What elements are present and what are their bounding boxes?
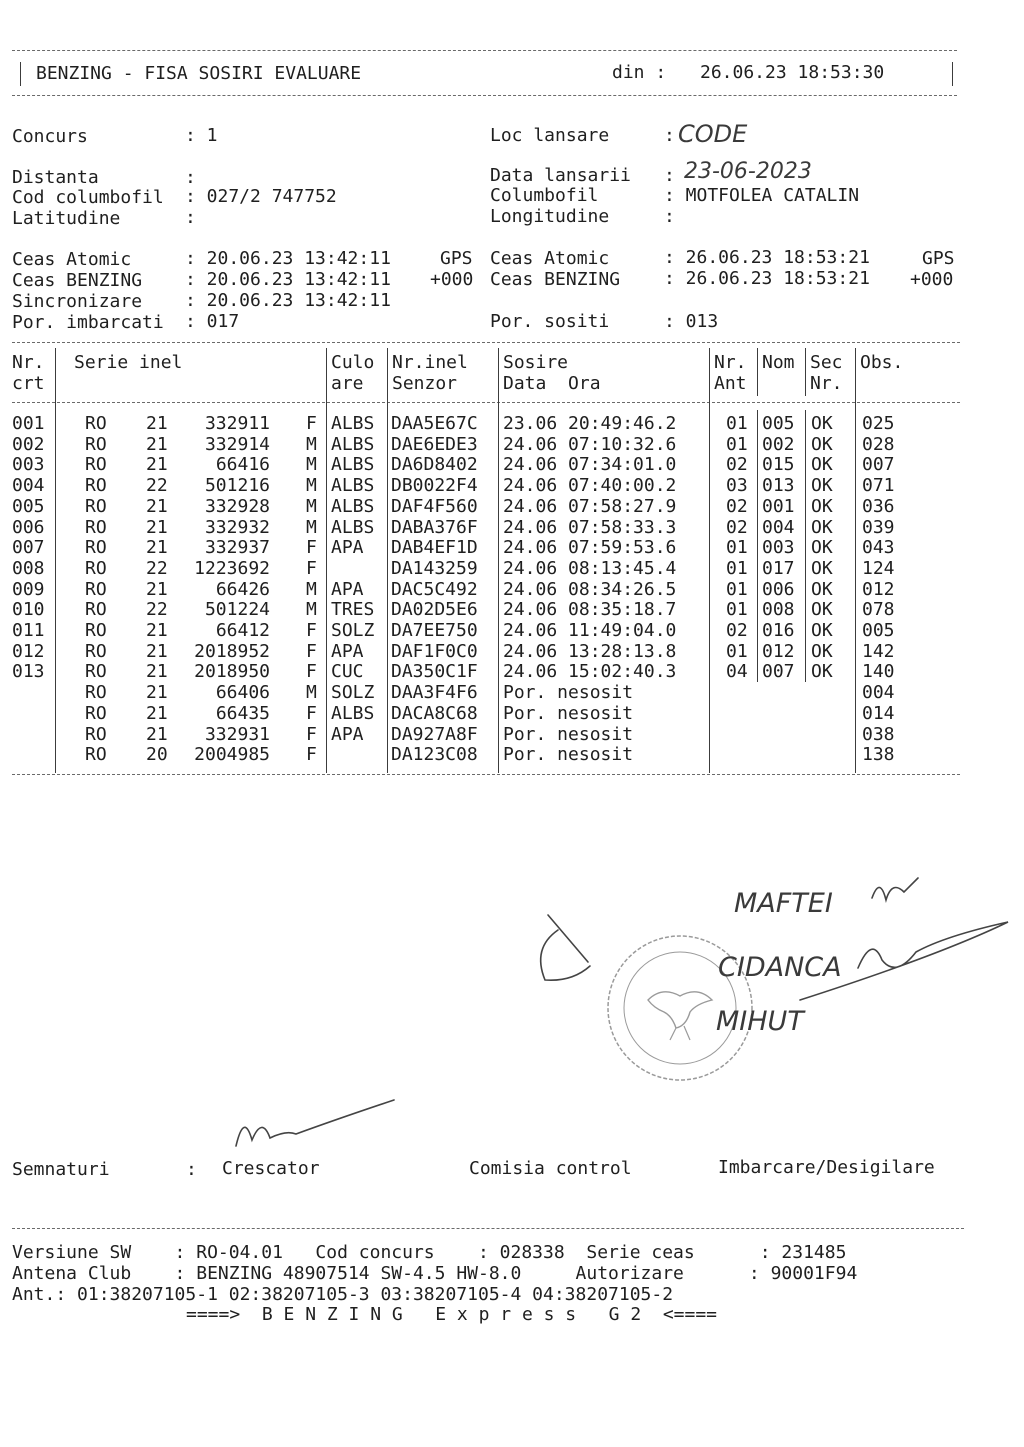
cell-arrival: 24.06 07:34:01.0	[503, 454, 677, 475]
header-serie-inel: Serie inel	[74, 352, 183, 373]
cell-nr: 009	[12, 579, 45, 600]
cell-year: 21	[146, 496, 168, 517]
concurs-value: : 1	[185, 125, 218, 146]
comisia-control-label: Comisia control	[469, 1158, 632, 1179]
cell-sensor: DA6D8402	[391, 454, 478, 475]
cell-nom: 008	[762, 599, 795, 620]
cell-ring-number: 332937	[204, 537, 270, 558]
cell-antenna: 02	[726, 620, 748, 641]
cod-columbofil-value: : 027/2 747752	[185, 186, 337, 207]
loc-lansare-label: Loc lansare	[490, 125, 610, 146]
cell-sex: F	[306, 413, 317, 434]
cell-sec: OK	[811, 661, 833, 682]
sincronizare-value: : 20.06.23 13:42:11	[185, 290, 391, 311]
document-title: BENZING - FISA SOSIRI EVALUARE	[36, 63, 362, 84]
cell-nom: 006	[762, 579, 795, 600]
cell-nom: 003	[762, 537, 795, 558]
cell-arrival: 24.06 08:34:26.5	[503, 579, 677, 600]
cell-sex: F	[306, 661, 317, 682]
cell-year: 21	[146, 641, 168, 662]
maftei-signature-flourish	[872, 878, 918, 900]
cell-nom: 004	[762, 517, 795, 538]
cell-obs: 038	[862, 724, 895, 745]
cell-sec: OK	[811, 517, 833, 538]
cell-ring-number: 66435	[215, 703, 270, 724]
handwritten-maftei: MAFTEI	[734, 888, 833, 919]
cell-ring-number: 332932	[204, 517, 270, 538]
cell-nr: 001	[12, 413, 45, 434]
right-ceas-benzing-value: : 26.06.23 18:53:21	[664, 268, 870, 289]
cell-sec: OK	[811, 434, 833, 455]
cell-obs: 036	[862, 496, 895, 517]
semnaturi-label: Semnaturi	[12, 1159, 110, 1180]
columbofil-label: Columbofil	[490, 185, 599, 206]
cell-year: 22	[146, 599, 168, 620]
cell-sec: OK	[811, 537, 833, 558]
loc-lansare-handwritten: CODE	[678, 120, 748, 148]
por-imbarcati-value: : 017	[185, 311, 240, 332]
cell-arrival: 24.06 07:40:00.2	[503, 475, 677, 496]
cell-arrival: 24.06 13:28:13.8	[503, 641, 677, 662]
cell-year: 22	[146, 558, 168, 579]
cell-color: APA	[331, 724, 364, 745]
cell-year: 21	[146, 517, 168, 538]
right-ceas-benzing-label: Ceas BENZING	[490, 269, 621, 290]
cell-ring-number: 501224	[204, 599, 270, 620]
cell-nom: 012	[762, 641, 795, 662]
cell-arrival: 24.06 15:02:40.3	[503, 661, 677, 682]
longitudine-label: Longitudine	[490, 206, 610, 227]
cell-antenna: 01	[726, 599, 748, 620]
cell-obs: 142	[862, 641, 895, 662]
cell-nr: 007	[12, 537, 45, 558]
header-nr-inel: Nr.inel	[392, 352, 468, 373]
cell-country: RO	[85, 620, 107, 641]
cell-sensor: DACA8C68	[391, 703, 478, 724]
cell-country: RO	[85, 579, 107, 600]
cell-obs: 025	[862, 413, 895, 434]
cell-color: SOLZ	[331, 682, 375, 703]
cell-sex: F	[306, 537, 317, 558]
left-ceas-atomic-label: Ceas Atomic	[12, 249, 132, 270]
por-imbarcati-label: Por. imbarcati	[12, 312, 164, 333]
por-sositi-label: Por. sositi	[490, 311, 610, 332]
cell-year: 21	[146, 703, 168, 724]
cell-year: 21	[146, 682, 168, 703]
cell-ring-number: 332928	[204, 496, 270, 517]
cell-year: 21	[146, 579, 168, 600]
cell-obs: 071	[862, 475, 895, 496]
cell-sensor: DA7EE750	[391, 620, 478, 641]
header-sec-2: Nr.	[810, 373, 843, 394]
cell-color: ALBS	[331, 454, 375, 475]
din-label: din :	[612, 62, 667, 83]
cell-country: RO	[85, 682, 107, 703]
cell-obs: 012	[862, 579, 895, 600]
cell-ring-number: 2018950	[194, 661, 270, 682]
cell-arrival: 24.06 07:59:53.6	[503, 537, 677, 558]
cell-obs: 007	[862, 454, 895, 475]
data-lansarii-handwritten: 23-06-2023	[684, 159, 812, 184]
cell-year: 22	[146, 475, 168, 496]
cell-nom: 016	[762, 620, 795, 641]
handwritten-cidanca: CIDANCA	[718, 952, 842, 983]
right-ceas-atomic-source: GPS	[922, 248, 955, 269]
cell-year: 21	[146, 434, 168, 455]
handwritten-mihut: MIHUT	[716, 1006, 804, 1037]
cell-nom: 017	[762, 558, 795, 579]
cell-ring-number: 1223692	[194, 558, 270, 579]
left-ceas-benzing-value: : 20.06.23 13:42:11	[185, 269, 391, 290]
cell-sensor: DA350C1F	[391, 661, 478, 682]
header-obs: Obs.	[860, 352, 904, 373]
cell-color: ALBS	[331, 517, 375, 538]
cell-country: RO	[85, 517, 107, 538]
cell-antenna: 02	[726, 454, 748, 475]
cell-year: 21	[146, 620, 168, 641]
cell-ring-number: 2004985	[194, 744, 270, 765]
cell-sensor: DA927A8F	[391, 724, 478, 745]
cell-sensor: DAC5C492	[391, 579, 478, 600]
header-senzor: Senzor	[392, 373, 458, 394]
cell-sex: F	[306, 703, 317, 724]
header-data-ora: Data Ora	[503, 373, 601, 394]
footer-benzing-express: ====> B E N Z I N G E x p r e s s G 2 <====	[186, 1304, 718, 1325]
cell-color: SOLZ	[331, 620, 375, 641]
cell-year: 21	[146, 661, 168, 682]
cell-nom: 005	[762, 413, 795, 434]
por-sositi-value: : 013	[664, 311, 719, 332]
cell-sensor: DAB4EF1D	[391, 537, 478, 558]
cell-sensor: DAF4F560	[391, 496, 478, 517]
longitudine-value: :	[664, 206, 675, 227]
cell-sex: F	[306, 641, 317, 662]
header-sec-1: Sec	[810, 352, 843, 373]
cell-antenna: 01	[726, 558, 748, 579]
cell-year: 20	[146, 744, 168, 765]
cell-country: RO	[85, 558, 107, 579]
cell-country: RO	[85, 434, 107, 455]
cell-antenna: 01	[726, 434, 748, 455]
cell-antenna: 01	[726, 413, 748, 434]
cell-sex: F	[306, 724, 317, 745]
cell-country: RO	[85, 413, 107, 434]
cell-arrival: 24.06 07:10:32.6	[503, 434, 677, 455]
cell-nr: 011	[12, 620, 45, 641]
left-ceas-benzing-offset: +000	[430, 269, 474, 290]
cell-color: ALBS	[331, 434, 375, 455]
cell-obs: 140	[862, 661, 895, 682]
cell-sec: OK	[811, 454, 833, 475]
cell-country: RO	[85, 703, 107, 724]
quill-scribble	[541, 915, 590, 980]
cell-sex: M	[306, 599, 317, 620]
cell-ring-number: 66426	[215, 579, 270, 600]
header-sosire: Sosire	[503, 352, 569, 373]
cell-antenna: 01	[726, 579, 748, 600]
cell-sec: OK	[811, 496, 833, 517]
distanta-label: Distanta	[12, 167, 99, 188]
cell-ring-number: 332914	[204, 434, 270, 455]
right-ceas-atomic-value: : 26.06.23 18:53:21	[664, 247, 870, 268]
cell-arrival: Por. nesosit	[503, 724, 634, 745]
cell-antenna: 01	[726, 641, 748, 662]
cell-nr: 003	[12, 454, 45, 475]
cell-sex: M	[306, 579, 317, 600]
cell-arrival: Por. nesosit	[503, 703, 634, 724]
cell-arrival: 24.06 08:35:18.7	[503, 599, 677, 620]
cell-arrival: 23.06 20:49:46.2	[503, 413, 677, 434]
cell-sex: M	[306, 517, 317, 538]
cell-year: 21	[146, 724, 168, 745]
cell-antenna: 01	[726, 537, 748, 558]
cell-country: RO	[85, 599, 107, 620]
footer-antena-line: Antena Club : BENZING 48907514 SW-4.5 HW-8.0 Autorizare : 90001F94	[12, 1263, 858, 1284]
cell-nom: 001	[762, 496, 795, 517]
cell-sex: M	[306, 496, 317, 517]
cell-year: 21	[146, 454, 168, 475]
cell-sensor: DAE6EDE3	[391, 434, 478, 455]
latitudine-label: Latitudine	[12, 208, 121, 229]
cell-nr: 010	[12, 599, 45, 620]
crescator-label: Crescator	[222, 1158, 320, 1179]
cell-nom: 002	[762, 434, 795, 455]
latitudine-value: :	[185, 207, 196, 228]
imbarcare-desigilare-label: Imbarcare/Desigilare	[718, 1157, 935, 1178]
cell-sensor: DABA376F	[391, 517, 478, 538]
cell-sex: M	[306, 454, 317, 475]
cell-country: RO	[85, 496, 107, 517]
cell-nr: 006	[12, 517, 45, 538]
cell-ring-number: 66406	[215, 682, 270, 703]
cell-obs: 138	[862, 744, 895, 765]
cell-obs: 043	[862, 537, 895, 558]
cell-antenna: 02	[726, 517, 748, 538]
header-nr: Nr.	[12, 352, 45, 373]
cell-nom: 013	[762, 475, 795, 496]
header-culoare-1: Culo	[331, 352, 375, 373]
cell-sec: OK	[811, 641, 833, 662]
cell-nom: 007	[762, 661, 795, 682]
cell-sec: OK	[811, 475, 833, 496]
cell-color: TRES	[331, 599, 375, 620]
cell-arrival: 24.06 11:49:04.0	[503, 620, 677, 641]
cell-sensor: DA02D5E6	[391, 599, 478, 620]
concurs-label: Concurs	[12, 126, 88, 147]
left-ceas-benzing-label: Ceas BENZING	[12, 270, 143, 291]
footer-separator	[12, 1228, 964, 1229]
cell-nr: 005	[12, 496, 45, 517]
header-culoare-2: are	[331, 373, 364, 394]
cell-color: ALBS	[331, 496, 375, 517]
cell-arrival: 24.06 07:58:33.3	[503, 517, 677, 538]
cell-antenna: 02	[726, 496, 748, 517]
cell-sec: OK	[811, 558, 833, 579]
right-ceas-benzing-offset: +000	[910, 269, 954, 290]
header-nr-ant-1: Nr.	[714, 352, 747, 373]
cell-ring-number: 501216	[204, 475, 270, 496]
header-nom: Nom	[762, 352, 795, 373]
cell-country: RO	[85, 475, 107, 496]
cell-arrival: Por. nesosit	[503, 682, 634, 703]
cell-sensor: DAA3F4F6	[391, 682, 478, 703]
cell-nr: 012	[12, 641, 45, 662]
cell-ring-number: 66416	[215, 454, 270, 475]
cell-obs: 028	[862, 434, 895, 455]
footer-ant-line: Ant.: 01:38207105-1 02:38207105-3 03:38207105-4 04:38207105-2	[12, 1284, 674, 1305]
cell-sex: F	[306, 744, 317, 765]
cell-year: 21	[146, 537, 168, 558]
cell-color: ALBS	[331, 703, 375, 724]
header-nr-ant-2: Ant	[714, 373, 747, 394]
cell-obs: 039	[862, 517, 895, 538]
cell-sec: OK	[811, 599, 833, 620]
cell-country: RO	[85, 744, 107, 765]
cell-sensor: DA143259	[391, 558, 478, 579]
cell-nr: 004	[12, 475, 45, 496]
right-ceas-atomic-label: Ceas Atomic	[490, 248, 610, 269]
cell-country: RO	[85, 661, 107, 682]
cell-color: CUC	[331, 661, 364, 682]
distanta-value: :	[185, 167, 196, 188]
cell-obs: 005	[862, 620, 895, 641]
handwritten-signatures	[236, 878, 1008, 1146]
cell-sec: OK	[811, 413, 833, 434]
cell-year: 21	[146, 413, 168, 434]
cell-sensor: DB0022F4	[391, 475, 478, 496]
footer-version-line: Versiune SW : RO-04.01 Cod concurs : 028338 Serie ceas : 231485	[12, 1242, 847, 1263]
data-lansarii-colon: :	[664, 165, 675, 186]
cell-country: RO	[85, 537, 107, 558]
data-lansarii-label: Data lansarii	[490, 165, 631, 186]
header-crt: crt	[12, 373, 45, 394]
cell-obs: 078	[862, 599, 895, 620]
cell-arrival: 24.06 08:13:45.4	[503, 558, 677, 579]
columbofil-value: : MOTFOLEA CATALIN	[664, 185, 860, 206]
cell-ring-number: 66412	[215, 620, 270, 641]
cell-color: APA	[331, 579, 364, 600]
cell-color: ALBS	[331, 413, 375, 434]
cell-sex: M	[306, 475, 317, 496]
cod-columbofil-label: Cod columbofil	[12, 187, 164, 208]
cell-color: ALBS	[331, 475, 375, 496]
cell-sec: OK	[811, 579, 833, 600]
left-ceas-atomic-source: GPS	[440, 248, 473, 269]
cell-nr: 013	[12, 661, 45, 682]
cell-antenna: 04	[726, 661, 748, 682]
cell-nom: 015	[762, 454, 795, 475]
semnaturi-colon: :	[186, 1159, 197, 1180]
cell-country: RO	[85, 724, 107, 745]
cell-obs: 014	[862, 703, 895, 724]
din-timestamp: 26.06.23 18:53:30	[700, 62, 885, 83]
sincronizare-label: Sincronizare	[12, 291, 143, 312]
cell-sex: F	[306, 558, 317, 579]
cell-obs: 124	[862, 558, 895, 579]
cell-ring-number: 2018952	[194, 641, 270, 662]
cell-arrival: 24.06 07:58:27.9	[503, 496, 677, 517]
cell-ring-number: 332931	[204, 724, 270, 745]
crescator-signature	[236, 1100, 394, 1146]
cell-nr: 008	[12, 558, 45, 579]
cell-sex: M	[306, 434, 317, 455]
cell-country: RO	[85, 454, 107, 475]
cell-antenna: 03	[726, 475, 748, 496]
cell-obs: 004	[862, 682, 895, 703]
cell-sensor: DAA5E67C	[391, 413, 478, 434]
cell-sex: F	[306, 620, 317, 641]
cell-country: RO	[85, 641, 107, 662]
cell-ring-number: 332911	[204, 413, 270, 434]
cell-sex: M	[306, 682, 317, 703]
cell-sensor: DAF1F0C0	[391, 641, 478, 662]
loc-lansare-colon: :	[664, 125, 675, 146]
cell-sensor: DA123C08	[391, 744, 478, 765]
cell-nr: 002	[12, 434, 45, 455]
cell-color: APA	[331, 537, 364, 558]
left-ceas-atomic-value: : 20.06.23 13:42:11	[185, 248, 391, 269]
cell-arrival: Por. nesosit	[503, 744, 634, 765]
cell-sec: OK	[811, 620, 833, 641]
cell-color: APA	[331, 641, 364, 662]
